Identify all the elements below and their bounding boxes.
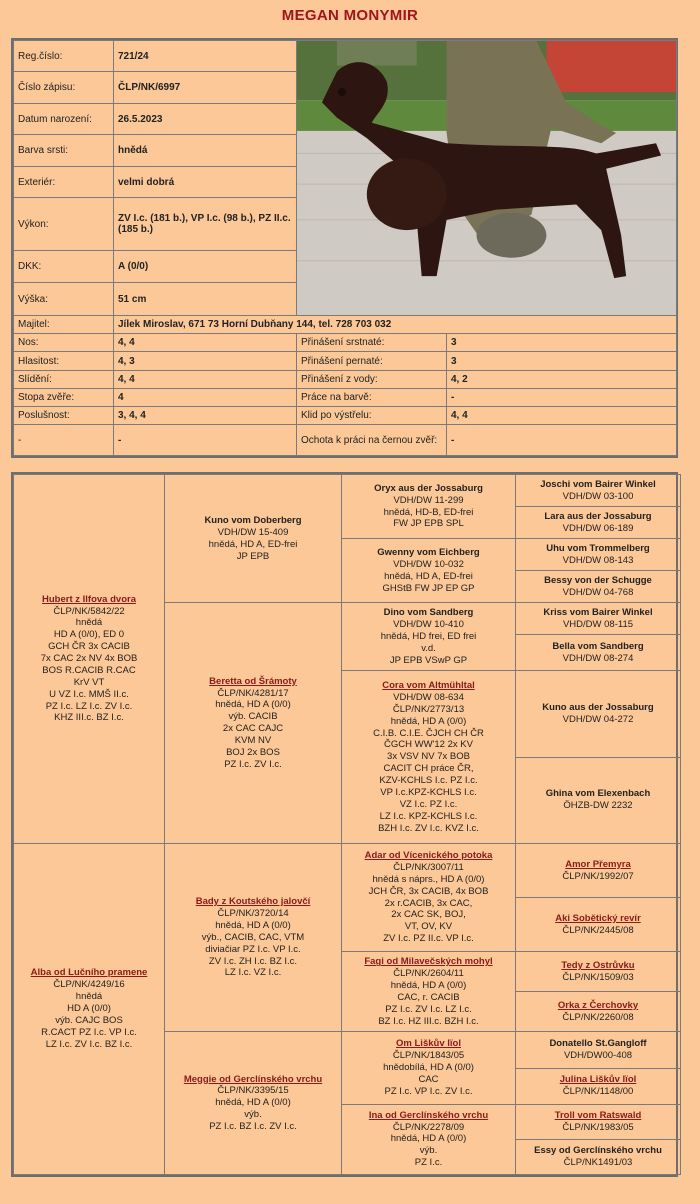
dog-detail-line: hnědá, HD A (0/0) — [215, 919, 291, 931]
trait-label: Práce na barvě: — [297, 388, 447, 406]
dog-detail-line: BZH I.c. ZV I.c. KVZ I.c. — [378, 822, 479, 834]
dog-name: Gwenny vom Eichberg — [377, 546, 480, 558]
dog-name: Ghina vom Elexenbach — [545, 788, 651, 800]
dog-detail-line: ČLP/NK/1843/05 — [392, 1050, 465, 1062]
pedigree-cell-gen3 — [342, 1032, 516, 1104]
dog-detail-line: KZV-KCHLS I.c. PZ I.c. — [379, 775, 478, 787]
dog-name-link[interactable]: Bady z Koutského jalovčí — [195, 896, 311, 908]
trait-value: 3, 4, 4 — [114, 407, 297, 425]
info-value: velmi dobrá — [114, 166, 297, 197]
pedigree-cell-gen3 — [342, 603, 516, 671]
pedigree-cell-gen3 — [342, 475, 516, 539]
trait-value: 4, 3 — [114, 352, 297, 370]
dog-detail-line: PZ I.c. — [414, 1157, 443, 1169]
trait-value: - — [447, 425, 677, 456]
dog-detail-line: hnědá, HD frei, ED frei — [380, 630, 477, 642]
trait-label: Poslušnost: — [14, 407, 114, 425]
pedigree-cell-gen4 — [516, 1139, 681, 1174]
pedigree-cell-gen2 — [165, 843, 342, 1032]
page-title: MEGAN MONYMIR — [281, 7, 419, 24]
info-value: A (0/0) — [114, 251, 297, 283]
dog-detail-line: LZ I.c. ZV I.c. BZ I.c. — [45, 1038, 133, 1050]
trait-value: 4, 4 — [447, 407, 677, 425]
dog-detail-line: KHZ III.c. BZ I.c. — [54, 712, 124, 724]
pedigree-cell-gen2 — [165, 475, 342, 603]
dog-detail-line: hnědá, HD A (0/0) — [390, 979, 467, 991]
dog-detail-line: C.I.B. C.I.E. ČJCH CH ČR — [373, 727, 484, 739]
dog-detail-line: VP I.c.KPZ-KCHLS I.c. — [380, 786, 477, 798]
pedigree-cell-gen4 — [516, 635, 681, 671]
trait-label: Přinášení z vody: — [297, 370, 447, 388]
dog-detail-line: ČLP/NK/2260/08 — [562, 1011, 634, 1023]
trait-label: Přinášení srstnaté: — [297, 334, 447, 352]
dog-detail-line: PZ I.c. ZV I.c. — [224, 758, 282, 770]
dog-detail-line: ČLP/NK/2773/13 — [392, 703, 465, 715]
info-value: ČLP/NK/6997 — [114, 72, 297, 103]
dog-detail-line: PZ I.c. LZ I.c. ZV I.c. — [45, 700, 133, 712]
dog-detail-line: PZ I.c. ZV I.c. LZ I.c. — [385, 1003, 472, 1015]
pedigree-cell-gen4 — [516, 1104, 681, 1139]
dog-detail-line: VDH/DW 10-410 — [393, 619, 464, 631]
dog-detail-line: BOJ 2x BOS — [226, 746, 280, 758]
pedigree-cell-gen4 — [516, 992, 681, 1032]
dog-detail-line: PZ I.c. VP I.c. ZV I.c. — [384, 1085, 473, 1097]
dog-detail-line: CAC — [418, 1073, 439, 1085]
dog-detail-line: VDH/DW 10-032 — [393, 558, 464, 570]
owner-label: Majitel: — [14, 315, 114, 333]
pedigree-cell-gen3 — [342, 539, 516, 603]
dog-detail-line: hnědobílá, HD A (0/0) — [383, 1062, 474, 1074]
dog-name: Kriss vom Bairer Winkel — [543, 606, 653, 618]
dog-detail-line: hnědá, HD A (0/0) — [215, 699, 291, 711]
pedigree-cell-gen4 — [516, 539, 681, 571]
dog-name-link[interactable]: Adar od Vícenického potoka — [364, 850, 493, 862]
pedigree-cell-gen4 — [516, 843, 681, 897]
dog-detail-line: R.CACT PZ I.c. VP I.c. — [41, 1026, 137, 1038]
dog-detail-line: BOS R.CACIB R.CAC — [42, 664, 136, 676]
pedigree-cell-gen4 — [516, 1068, 681, 1104]
pedigree-table — [11, 472, 678, 1177]
dog-detail-line: U VZ I.c. MMŠ II.c. — [49, 688, 129, 700]
trait-label: - — [14, 425, 114, 456]
dog-name-link[interactable]: Amor Přemyra — [565, 858, 631, 870]
dog-detail-line: HD A (0/0), ED 0 — [53, 629, 125, 641]
dog-detail-line: výb. CAJC BOS — [55, 1014, 123, 1026]
dog-name-link[interactable]: Orka z Čerchovky — [557, 1000, 639, 1012]
info-value: 51 cm — [114, 283, 297, 315]
dog-detail-line: ČLP/NK/1148/00 — [562, 1086, 634, 1098]
dog-detail-line: VHD/DW 08-115 — [562, 618, 634, 630]
dog-detail-line: KVM NV — [234, 735, 272, 746]
dog-detail-line: ČLP/NK/3720/14 — [217, 908, 289, 920]
dog-detail-line: VDH/DW00-408 — [563, 1050, 633, 1061]
dog-detail-line: 7x CAC 2x NV 4x BOB — [40, 653, 138, 665]
pedigree-cell-gen2 — [165, 1032, 342, 1175]
dog-detail-line: VT, OV, KV — [404, 921, 453, 933]
trait-value: 4, 2 — [447, 370, 677, 388]
dog-detail-line: ČLP/NK/2604/11 — [393, 968, 464, 980]
dog-detail-line: ČLP/NK/2278/09 — [392, 1121, 465, 1133]
dog-name: Lara aus der Jossaburg — [544, 510, 652, 522]
info-label: Exteriér: — [14, 166, 114, 197]
dog-detail-line: LZ I.c. VZ I.c. — [224, 967, 282, 979]
dog-detail-line: hnědá — [75, 991, 103, 1003]
pedigree-cell-gen4 — [516, 671, 681, 757]
dog-detail-line: VZ I.c. PZ I.c. — [399, 798, 458, 810]
dog-detail-line: diviačiar PZ I.c. VP I.c. — [205, 943, 301, 955]
dog-detail-line: hnědá, HD A (0/0) — [390, 1133, 467, 1145]
dog-detail-line: ČLP/NK1491/03 — [563, 1156, 633, 1168]
trait-value: 4, 4 — [114, 334, 297, 352]
dog-detail-line: KrV VT — [73, 676, 105, 688]
dog-detail-line: VDH/DW 03-100 — [562, 490, 634, 502]
dog-photo — [297, 41, 677, 316]
dog-detail-line: ČLP/NK/2445/08 — [562, 924, 634, 936]
dog-detail-line: VDH/DW 15-409 — [217, 526, 289, 538]
pedigree-cell-gen4 — [516, 757, 681, 843]
dog-detail-line: výb. — [419, 1145, 438, 1157]
dog-detail-line: JP EPB — [236, 550, 270, 562]
dog-detail-line: VDH/DW 08-274 — [562, 652, 634, 664]
dog-name: Kuno vom Doberberg — [204, 514, 302, 526]
dog-detail-line: ČLP/NK/5842/22 — [53, 605, 125, 617]
dog-name: Uhu vom Trommelberg — [546, 542, 650, 554]
dog-detail-line: GCH ČR 3x CACIB — [48, 641, 130, 653]
trait-value: 3 — [447, 352, 677, 370]
dog-detail-line: ČLP/NK/1983/05 — [562, 1121, 634, 1133]
info-value: 721/24 — [114, 41, 297, 72]
info-label: Barva srsti: — [14, 135, 114, 166]
dog-detail-line: 3x VSV NV 7x BOB — [387, 751, 470, 763]
dog-detail-line: hnědá, HD-B, ED-frei — [383, 506, 474, 518]
dog-detail-line: FW JP EPB SPL — [393, 518, 464, 530]
trait-label: Hlasitost: — [14, 352, 114, 370]
info-value: 26.5.2023 — [114, 103, 297, 134]
dog-detail-line: VDH/DW 06-189 — [562, 522, 634, 534]
dog-detail-line: CAC, r. CACIB — [397, 991, 460, 1003]
trait-label: Nos: — [14, 334, 114, 352]
dog-detail-line: ČGCH WW'12 2x KV — [384, 739, 473, 751]
dog-detail-line: VDH/DW 11-299 — [393, 494, 464, 506]
dog-name-link[interactable]: Fagi od Milavečských mohyl — [364, 956, 493, 968]
pedigree-cell-gen4 — [516, 1032, 681, 1068]
trait-label: Slídění: — [14, 370, 114, 388]
dog-name-link[interactable]: Julina Liškův lïol — [559, 1074, 637, 1086]
info-label: Číslo zápisu: — [14, 72, 114, 103]
dog-detail-line: BZ I.c. HZ III.c. BZH I.c. — [378, 1015, 479, 1027]
dog-name-link[interactable]: Alba od Lučního pramene — [30, 967, 148, 979]
dog-info-table — [11, 38, 678, 458]
pedigree-cell-gen4 — [516, 898, 681, 952]
pedigree-cell-sire — [14, 475, 165, 844]
trait-label: Ochota k práci na černou zvěř: — [297, 425, 447, 456]
info-label: Datum narození: — [14, 103, 114, 134]
dog-name-link[interactable]: Aki Sobětický revír — [555, 912, 641, 924]
dog-name-link[interactable]: Troll vom Ratswald — [554, 1109, 642, 1121]
owner-value: Jílek Miroslav, 671 73 Horní Dubňany 144, tel. 728 703 032 — [114, 315, 677, 333]
dog-detail-line: ZV I.c. ZH I.c. BZ I.c. — [208, 955, 298, 967]
info-value: ZV I.c. (181 b.), VP I.c. (98 b.), PZ II.c. (185 b.) — [114, 198, 297, 251]
dog-detail-line: 2x CAC CAJC — [222, 723, 284, 735]
trait-value: 4 — [114, 388, 297, 406]
dog-name: Dino vom Sandberg — [383, 607, 474, 619]
dog-name: Joschi vom Bairer Winkel — [540, 478, 656, 490]
info-label: Výška: — [14, 283, 114, 315]
dog-detail-line: 2x r.CACIB, 3x CAC, — [384, 897, 473, 909]
dog-detail-line: GHStB FW JP EP GP — [382, 582, 475, 594]
dog-name: Bella vom Sandberg — [552, 641, 644, 653]
trait-value: - — [114, 425, 297, 456]
info-label: Reg.číslo: — [14, 41, 114, 72]
dog-detail-line: ZV I.c. PZ II.c. VP I.c. — [383, 933, 474, 945]
dog-name-link[interactable]: Tedy z Ostrůvku — [561, 959, 635, 971]
pedigree-cell-gen2 — [165, 603, 342, 844]
pedigree-cell-gen4 — [516, 603, 681, 635]
pedigree-cell-gen4 — [516, 571, 681, 603]
dog-name-link[interactable]: Om Liškův lïol — [396, 1038, 461, 1050]
pedigree-cell-gen3 — [342, 1104, 516, 1174]
dog-detail-line: hnědá, HD A, ED-frei — [208, 538, 298, 550]
dog-detail-line: v.d. — [421, 642, 436, 654]
dog-detail-line: výb. — [244, 1109, 262, 1121]
dog-detail-line: VDH/DW 08-634 — [393, 691, 464, 703]
info-label: DKK: — [14, 251, 114, 283]
dog-detail-line: ČLP/NK/4281/17 — [217, 687, 289, 699]
trait-value: 3 — [447, 334, 677, 352]
dog-name-link[interactable]: Cora vom Altmühltal — [382, 680, 475, 692]
trait-label: Klid po výstřelu: — [297, 407, 447, 425]
dog-detail-line: PZ I.c. BZ I.c. ZV I.c. — [209, 1121, 297, 1133]
dog-detail-line: JP EPB VSwP GP — [389, 654, 468, 666]
pedigree-cell-gen3 — [342, 671, 516, 843]
dog-detail-line: JCH ČR, 3x CACIB, 4x BOB — [368, 885, 489, 897]
dog-name: Essy od Gerclínského vrchu — [534, 1144, 662, 1156]
dog-detail-line: ČLP/NK/3395/15 — [217, 1085, 289, 1097]
dog-detail-line: ČLP/NK/1992/07 — [562, 870, 634, 882]
dog-detail-line: hnědá, HD A (0/0) — [390, 715, 467, 727]
pedigree-cell-gen3 — [342, 952, 516, 1032]
dog-name: Kuno aus der Jossaburg — [542, 702, 654, 714]
dog-name: Oryx aus der Jossaburg — [374, 482, 483, 494]
dog-detail-line: VDH/DW 08-143 — [562, 554, 634, 566]
info-label: Výkon: — [14, 198, 114, 251]
dog-name-link[interactable]: Beretta od Šrámoty — [209, 675, 297, 687]
dog-detail-line: hnědá s náprs., HD A (0/0) — [372, 873, 485, 885]
dog-detail-line: 2x CAC SK, BOJ, — [391, 909, 466, 921]
pedigree-cell-gen4 — [516, 507, 681, 539]
dog-name: Bessy von der Schugge — [544, 574, 652, 586]
dog-detail-line: ČLP/NK/1509/03 — [562, 971, 634, 983]
pedigree-cell-gen4 — [516, 475, 681, 507]
trait-label: Přinášení pernaté: — [297, 352, 447, 370]
dog-detail-line: výb., CACIB, CAC, VTM — [201, 931, 305, 943]
pedigree-cell-dam — [14, 843, 165, 1174]
dog-detail-line: ČLP/NK/3007/11 — [393, 861, 464, 873]
dog-detail-line: VDH/DW 04-272 — [562, 714, 634, 726]
trait-label: Stopa zvěře: — [14, 388, 114, 406]
dog-detail-line: hnědá, HD A, ED-frei — [384, 570, 473, 582]
dog-name: Donatello St.Gangloff — [549, 1038, 647, 1050]
dog-detail-line: HD A (0/0) — [67, 1003, 111, 1015]
pedigree-cell-gen3 — [342, 843, 516, 951]
dog-detail-line: výb. CACIB — [228, 711, 278, 723]
dog-detail-line: ČLP/NK/4249/16 — [53, 979, 125, 991]
dog-name-link[interactable]: Hubert z Ilfova dvora — [42, 593, 136, 605]
dog-detail-line: CACIT CH práce ČR, — [383, 763, 474, 775]
dog-detail-line: hnědá — [75, 617, 103, 629]
dog-name-link[interactable]: Meggie od Gerclínského vrchu — [183, 1073, 323, 1085]
dog-detail-line: VDH/DW 04-768 — [562, 586, 634, 598]
trait-value: 4, 4 — [114, 370, 297, 388]
dog-name-link[interactable]: Ina od Gerclínského vrchu — [368, 1109, 489, 1121]
dog-detail-line: LZ I.c. KPZ-KCHLS I.c. — [379, 810, 478, 822]
pedigree-cell-gen4 — [516, 952, 681, 992]
trait-value: - — [447, 388, 677, 406]
dog-detail-line: ÖHZB-DW 2232 — [563, 800, 633, 812]
info-value: hnědá — [114, 135, 297, 166]
dog-detail-line: hnědá, HD A (0/0) — [215, 1097, 291, 1109]
